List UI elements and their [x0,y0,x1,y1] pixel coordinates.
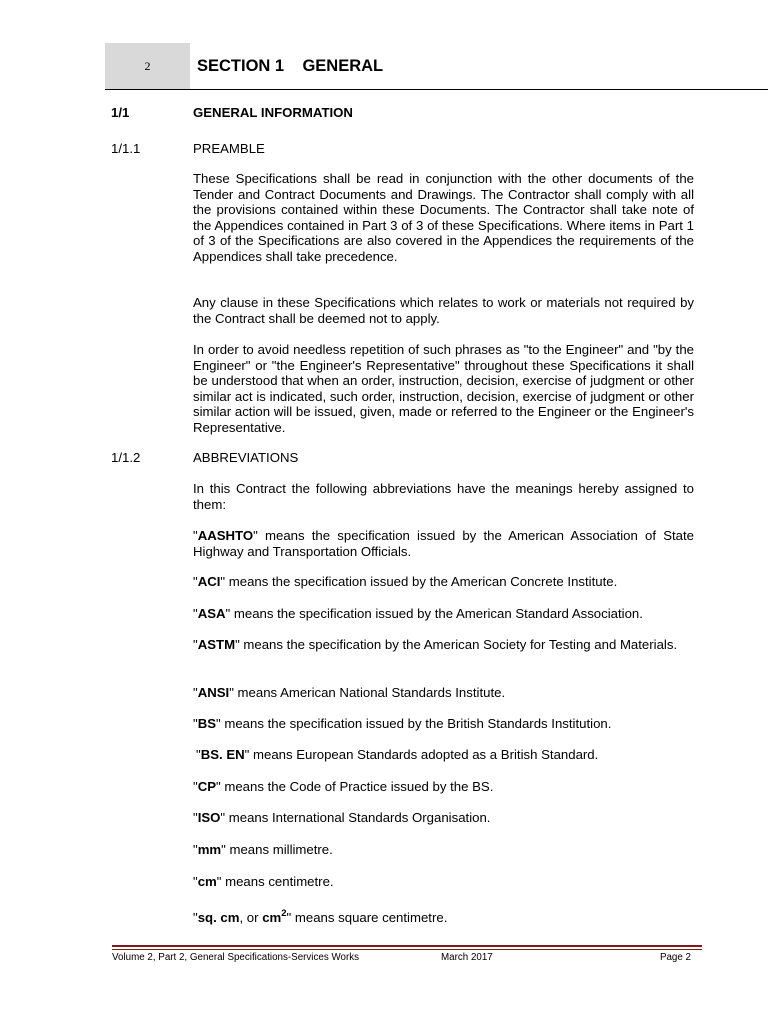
definition-separator: , or [239,910,263,925]
definition-text: " means centimetre. [216,874,334,889]
page-number-box: 2 [105,43,190,89]
definition-text: " means American National Standards Institute. [229,685,506,700]
definition-text: " means the specification issued by the American Concrete Institute. [220,574,618,589]
definition-term: ASA [197,606,226,621]
footer-date: March 2017 [441,952,493,963]
definition-mm: "mm" means millimetre. [193,842,333,857]
section-label: SECTION 1 [197,57,285,75]
definition-cm: "cm" means centimetre. [193,874,334,889]
definition-aci: "ACI" means the specification issued by the American Concrete Institute. [193,574,618,589]
clause-number-1-1: 1/1 [111,105,130,120]
definition-text: " means the specification by the American Society for Testing and Materials. [235,637,678,652]
preamble-paragraph-3: In order to avoid needless repetition of such phrases as "to the Engineer" and "by the Engineer" or "the Engineer's Representative" throughout these Specifications it shall be understood that when an order, instruction, decision, exercise of judgment or other similar act is indicated, such order, instruction, decision, exercise of judgment or other similar action will be issued, given, made or referred to the Engineer or the Engineer's Representative. [193,342,694,435]
preamble-paragraph-1: These Specifications shall be read in conjunction with the other documents of the Tender and Contract Documents and Drawings. The Contractor shall comply with all the provisions contained within these Documents. The Contractor shall take note of the Appendices contained in Part 3 of 3 of these Specifications. Where items in Part 1 of 3 of the Specifications are also covered in the Appendices the requirements of the Appendices shall take precedence. [193,171,694,264]
definition-term: ISO [197,810,221,825]
definition-bs-en: "BS. EN" means European Standards adopted as a British Standard. [196,747,599,762]
definition-term: BS. EN [200,747,245,762]
abbreviations-intro: In this Contract the following abbreviations have the meanings hereby assigned to them: [193,481,694,512]
page-header [105,43,768,90]
clause-heading-general-information: GENERAL INFORMATION [193,105,353,120]
definition-term: cm [197,874,217,889]
definition-asa: "ASA" means the specification issued by the American Standard Association. [193,606,643,621]
preamble-paragraph-2: Any clause in these Specifications which relates to work or materials not required by the Contract shall be deemed not to apply. [193,295,694,326]
definition-term: CP [197,779,217,794]
definition-bs: "BS" means the specification issued by the British Standards Institution. [193,716,612,731]
section-title [197,57,383,76]
footer-document-title: Volume 2, Part 2, General Specifications-Services Works [112,952,360,963]
definition-term: ASTM [197,637,236,652]
footer-rule-thick [112,945,702,947]
definition-astm: "ASTM" means the specification by the American Society for Testing and Materials. [193,637,678,652]
definition-term: BS [197,716,217,731]
definition-sq-cm: "sq. cm, or $cm^2$" means square centimetre. [193,908,448,925]
clause-heading-abbreviations: ABBREVIATIONS [193,450,299,465]
definition-term: ACI [197,574,221,589]
section-name: GENERAL [302,57,384,75]
footer-page-number: Page 2 [659,952,691,963]
definition-text: " means the specification issued by the British Standards Institution. [216,716,612,731]
definition-term: mm [197,842,222,857]
clause-number-1-1-2: 1/1.2 [111,450,141,465]
clause-number-1-1-1: 1/1.1 [111,141,141,156]
definition-term: sq. cm [197,910,240,925]
definition-term: AASHTO [197,528,254,543]
definition-ansi: "ANSI" means American National Standards Institute. [193,685,506,700]
definition-term-alt: cm [262,910,282,925]
definition-text: " means International Standards Organisation. [220,810,491,825]
superscript: 2 [281,908,287,919]
definition-cp: "CP" means the Code of Practice issued by the BS. [193,779,494,794]
definition-text: " means square centimetre. [286,910,448,925]
definition-term: ANSI [197,685,230,700]
definition-text: " means the Code of Practice issued by the BS. [216,779,494,794]
definition-text: " means millimetre. [221,842,333,857]
clause-heading-preamble: PREAMBLE [193,141,265,156]
definition-aashto: "AASHTO" means the specification issued by the American Association of State Highway and Transportation Officials. [193,528,694,559]
definition-text: " means the specification issued by the American Standard Association. [225,606,643,621]
definition-iso: "ISO" means International Standards Organisation. [193,810,491,825]
definition-text: " means European Standards adopted as a British Standard. [244,747,599,762]
footer-rule-thin [112,949,702,950]
definition-text: " means the specification issued by the American Association of State Highway and Transportation Officials. [193,528,694,559]
